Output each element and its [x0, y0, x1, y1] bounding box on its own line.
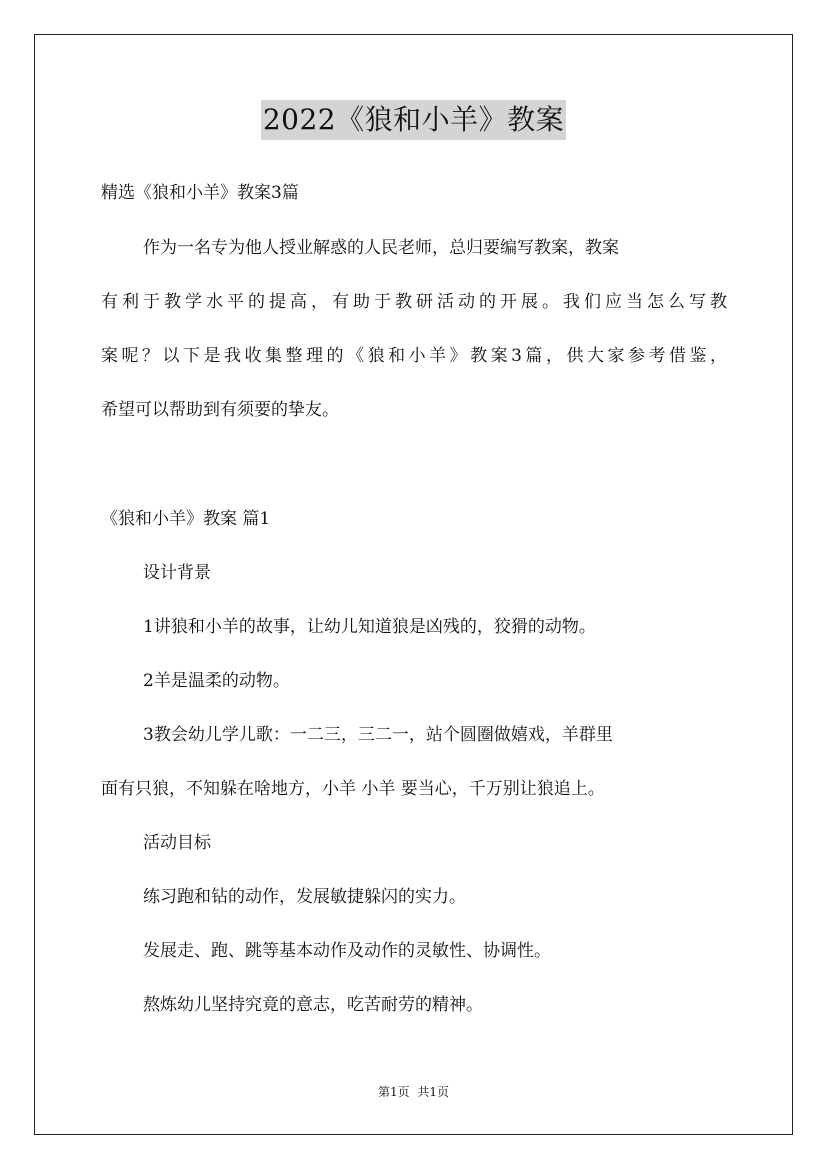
page-footer: [0, 1084, 827, 1100]
content-line: 熬炼幼儿坚持究竟的意志，吃苦耐劳的精神。: [143, 995, 483, 1015]
intro-line-3: 案呢？以下是我收集整理的《狼和小羊》教案3篇，供大家参考借鉴，: [101, 346, 727, 366]
heading-activity-goals: 活动目标: [143, 833, 211, 853]
intro-line-4: 希望可以帮助到有须要的挚友。: [101, 400, 339, 420]
content-line: 练习跑和钻的动作，发展敏捷躲闪的实力。: [143, 887, 466, 907]
page-total: 共1页: [417, 1085, 449, 1099]
document-title: 2022《狼和小羊》教案: [261, 100, 566, 140]
heading-design-background: 设计背景: [143, 563, 211, 583]
content-line: 3教会幼儿学儿歌：一二三，三二一，站个圆圈做嬉戏，羊群里: [143, 725, 613, 745]
intro-line-1: 作为一名专为他人授业解惑的人民老师，总归要编写教案，教案: [143, 238, 619, 258]
content-line: 面有只狼，不知躲在啥地方，小羊 小羊 要当心，千万别让狼追上。: [101, 779, 605, 799]
intro-line-2: 有利于教学水平的提高，有助于教研活动的开展。我们应当怎么写教: [101, 292, 727, 312]
section-heading: 《狼和小羊》教案 篇1: [101, 509, 271, 529]
page-number: 第1页: [378, 1085, 410, 1099]
document-subtitle: 精选《狼和小羊》教案3篇: [101, 183, 299, 203]
title-container: [0, 100, 827, 140]
content-line: 发展走、跑、跳等基本动作及动作的灵敏性、协调性。: [143, 941, 551, 961]
content-line: 1讲狼和小羊的故事，让幼儿知道狼是凶残的，狡猾的动物。: [143, 617, 596, 637]
content-line: 2羊是温柔的动物。: [143, 671, 290, 691]
